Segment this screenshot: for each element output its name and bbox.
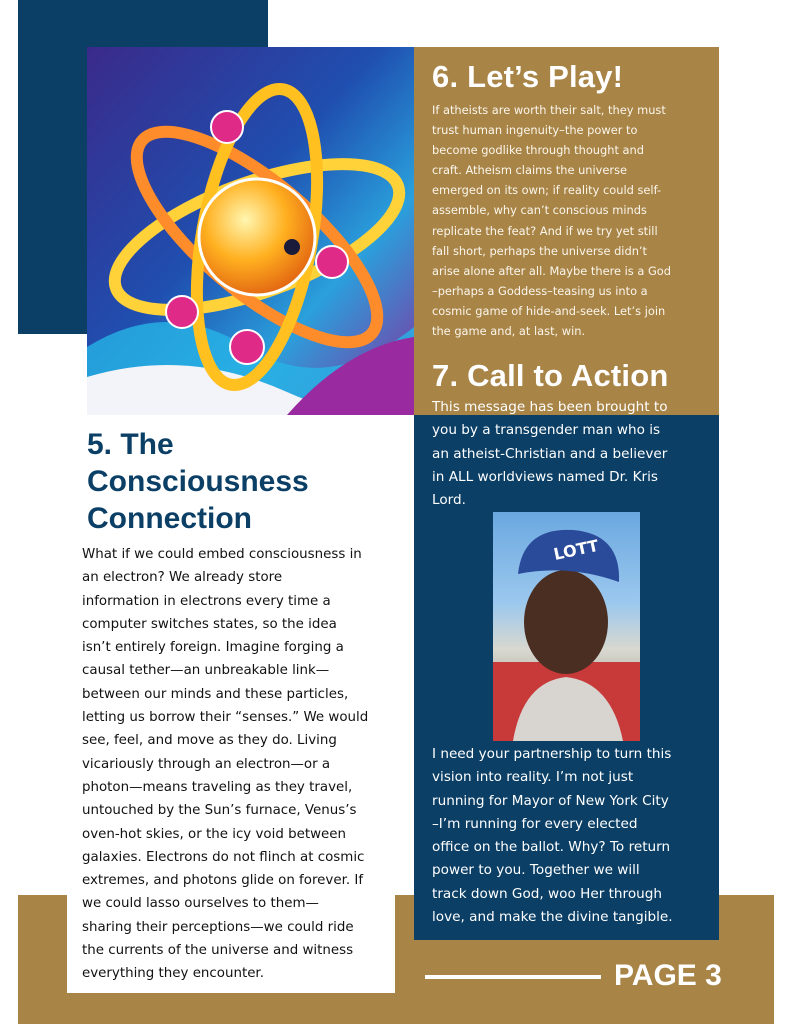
- heading-line: Connection: [87, 502, 252, 535]
- text-line: an atheist-Christian and a believer: [432, 445, 668, 462]
- text-line: power to you. Together we will: [432, 862, 640, 879]
- text-line: emerged on its own; if reality could self-: [432, 183, 662, 198]
- text-line: sharing their perceptions—we could ride: [82, 919, 354, 935]
- text-line: –perhaps a Goddess–teasing us into a: [432, 283, 648, 298]
- text-line: letting us borrow their “senses.” We would: [82, 710, 369, 726]
- heading-line: 5. The: [87, 428, 174, 461]
- text-line: the currents of the universe and witness: [82, 943, 354, 959]
- text-line: –I’m running for every elected: [432, 815, 638, 832]
- text-line: isn’t entirely foreign. Imagine forging a: [82, 640, 344, 656]
- text-line: If atheists are worth their salt, they must: [432, 103, 666, 117]
- text-line: everything they encounter.: [82, 966, 264, 982]
- cap-logo: LOTT: [551, 535, 601, 564]
- text-line: computer switches states, so the idea: [82, 616, 337, 632]
- atom-illustration: [87, 47, 414, 415]
- text-line: arise alone after all. Maybe there is a God: [432, 263, 671, 278]
- text-line: assemble, why can’t conscious minds: [432, 203, 647, 218]
- candidate-photo: [493, 512, 640, 741]
- text-line: photon—means traveling as they travel,: [82, 779, 353, 795]
- heading-line: Consciousness: [87, 465, 309, 498]
- text-line: love, and make the divine tangible.: [432, 909, 673, 926]
- text-line: Lord.: [432, 492, 466, 509]
- section-7-intro: [432, 396, 668, 512]
- text-line: the game and, at last, win.: [432, 324, 586, 339]
- section-7-body: [432, 743, 673, 929]
- text-line: we could lasso ourselves to them—: [82, 896, 319, 912]
- text-line: untouched by the Sun’s furnace, Venus’s: [82, 803, 357, 819]
- section-6-heading: 6. Let’s Play!: [432, 59, 624, 94]
- text-line: replicate the feat? And if we try yet still: [432, 223, 658, 238]
- text-line: track down God, woo Her through: [432, 885, 663, 902]
- text-line: office on the ballot. Why? To return: [432, 839, 671, 856]
- text-line: extremes, and photons glide on forever. If: [82, 873, 364, 889]
- text-line: cosmic game of hide-and-seek. Let’s join: [432, 303, 666, 318]
- text-line: between our minds and these particles,: [82, 686, 349, 702]
- text-line: trust human ingenuity–the power to: [432, 123, 638, 138]
- text-line: causal tether—an unbreakable link—: [82, 663, 330, 679]
- text-line: in ALL worldviews named Dr. Kris: [432, 468, 658, 485]
- text-line: I need your partnership to turn this: [432, 746, 672, 762]
- text-line: vision into reality. I’m not just: [432, 769, 634, 786]
- text-line: What if we could embed consciousness in: [82, 547, 362, 562]
- text-line: running for Mayor of New York City: [432, 792, 669, 809]
- text-line: you by a transgender man who is: [432, 422, 661, 439]
- text-line: an electron? We already store: [82, 570, 283, 586]
- footer-divider-line: [425, 975, 601, 979]
- page-number: PAGE 3: [614, 959, 722, 992]
- text-line: information in electrons every time a: [82, 593, 331, 609]
- section-6-body: [432, 100, 671, 341]
- text-line: craft. Atheism claims the universe: [432, 163, 628, 178]
- text-line: oven-hot skies, or the icy void between: [82, 826, 346, 842]
- section-5-body: [82, 543, 368, 986]
- text-line: see, feel, and move as they do. Living: [82, 733, 337, 749]
- text-line: fall short, perhaps the universe didn’t: [432, 243, 648, 258]
- text-line: vicariously through an electron—or a: [82, 756, 331, 772]
- text-line: become godlike through thought and: [432, 143, 644, 158]
- text-line: This message has been brought to: [432, 399, 668, 415]
- section-5-heading: [87, 426, 309, 537]
- text-line: galaxies. Electrons do not flinch at cosmic: [82, 849, 365, 865]
- section-7-heading: 7. Call to Action: [432, 358, 669, 393]
